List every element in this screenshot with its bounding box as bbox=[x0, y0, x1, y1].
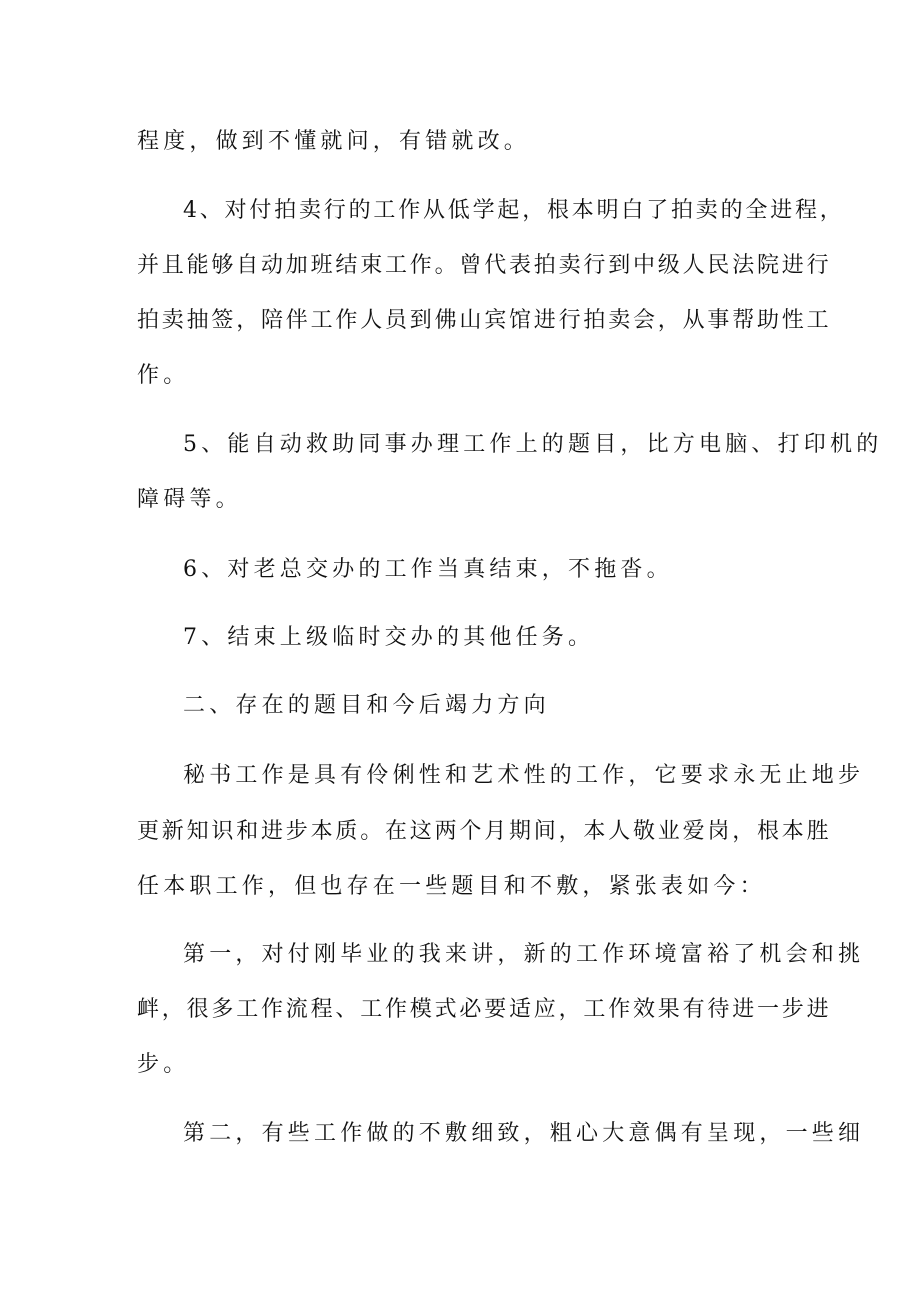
text-line: 7、结束上级临时交办的其他任务。 bbox=[183, 625, 595, 650]
text-line: 程度，做到不懂就问，有错就改。 bbox=[137, 129, 531, 154]
text-line: 步。 bbox=[137, 1052, 190, 1077]
text-line: 任本职工作，但也存在一些题目和不敷，紧张表如今： bbox=[137, 874, 766, 899]
text-line: 5、能自动救助同事办理工作上的题目，比方电脑、打印机的 bbox=[183, 432, 883, 457]
text-line: 4、对付拍卖行的工作从低学起，根本明白了拍卖的全进程， bbox=[183, 198, 845, 223]
text-line: 并且能够自动加班结束工作。曾代表拍卖行到中级人民法院进行 bbox=[137, 253, 832, 278]
text-line: 第一，对付刚毕业的我来讲，新的工作环境富裕了机会和挑 bbox=[183, 942, 865, 967]
text-line: 6、对老总交办的工作当真结束，不拖沓。 bbox=[183, 557, 673, 582]
text-line: 衅，很多工作流程、工作模式必要适应，工作效果有待进一步进 bbox=[137, 997, 832, 1022]
text-line: 第二，有些工作做的不敷细致，粗心大意偶有呈现，一些细 bbox=[183, 1121, 865, 1146]
text-line: 更新知识和进步本质。在这两个月期间，本人敬业爱岗，根本胜 bbox=[137, 819, 832, 844]
text-line: 秘书工作是具有伶俐性和艺术性的工作，它要求永无止地步 bbox=[183, 763, 865, 788]
text-line: 作。 bbox=[137, 363, 190, 388]
text-line: 障碍等。 bbox=[137, 487, 242, 512]
section-heading: 二、存在的题目和今后竭力方向 bbox=[183, 693, 550, 718]
text-line: 拍卖抽签，陪伴工作人员到佛山宾馆进行拍卖会，从事帮助性工 bbox=[137, 308, 832, 333]
